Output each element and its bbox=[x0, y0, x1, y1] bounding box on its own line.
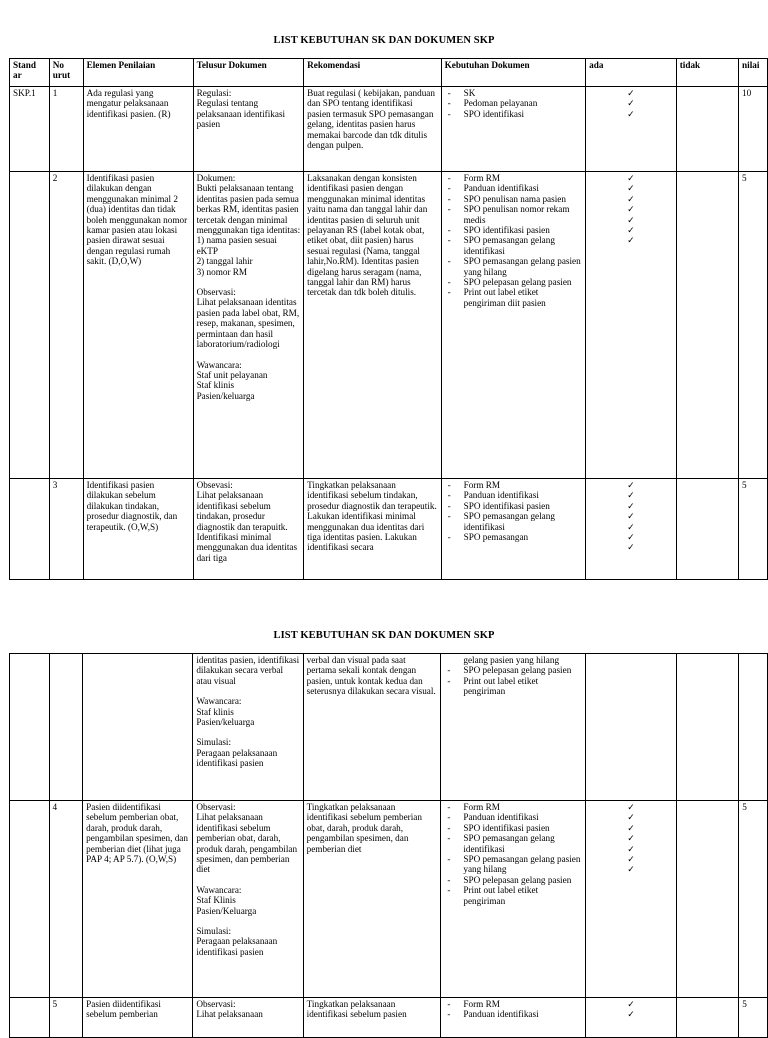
checkmark-icon: ✓ bbox=[627, 999, 635, 1009]
cell-nilai: 5 bbox=[739, 998, 768, 1038]
kebutuhan-item: - SPO penulisan nama pasien bbox=[445, 194, 583, 204]
cell-standar bbox=[10, 172, 50, 479]
checkmark-icon: ✓ bbox=[627, 1009, 635, 1020]
checkmark-icon: ✓ bbox=[627, 500, 635, 511]
cell-kebutuhan-dokumen bbox=[441, 654, 586, 801]
checkmark-icon: ✓ bbox=[627, 173, 635, 183]
kebutuhan-item: - SPO pelepasan gelang pasien bbox=[444, 875, 582, 885]
telusur-line: 3) nomor RM bbox=[196, 266, 248, 277]
telusur-line: Simulasi: bbox=[196, 926, 232, 937]
telusur-line: Obsevasi: bbox=[196, 480, 233, 490]
cell-rekomendasi: Tingkatkan pelaksanaan identifikasi sebelum tindakan, prosedur diagnostik dan terapeutik. Lakukan identifikasi minimal menggunakan dua identitas dari tiga identitas pasien. Lakukan identifikasi secara bbox=[304, 479, 441, 580]
cell-kebutuhan-dokumen bbox=[441, 172, 586, 479]
table-row bbox=[10, 87, 768, 172]
cell-tidak bbox=[677, 998, 739, 1038]
checkmark-icon: ✓ bbox=[627, 225, 635, 236]
cell-ada bbox=[586, 654, 677, 801]
cell-telusur-dokumen bbox=[193, 87, 304, 172]
telusur-line: Staf klinis bbox=[196, 706, 234, 717]
cell-kebutuhan-dokumen bbox=[441, 479, 586, 580]
kebutuhan-item: - SPO pelepasan gelang pasien bbox=[444, 665, 582, 675]
telusur-line: Observasi: bbox=[196, 802, 236, 812]
telusur-line: Wawancara: bbox=[196, 884, 242, 895]
cell-standar bbox=[10, 654, 50, 801]
table-row bbox=[10, 998, 768, 1038]
telusur-line bbox=[196, 875, 299, 885]
kebutuhan-item: - Print out label etiket pengiriman bbox=[444, 885, 582, 906]
cell-nilai: 5 bbox=[739, 172, 768, 479]
cell-nilai bbox=[739, 654, 768, 801]
kebutuhan-item: - SPO penulisan nomor rekam medis bbox=[445, 204, 583, 225]
checkmark-icon: ✓ bbox=[627, 108, 635, 119]
kebutuhan-item: - SPO pemasangan gelang identifikasi bbox=[445, 235, 583, 256]
kebutuhan-item: - SPO identifikasi bbox=[445, 109, 583, 119]
telusur-line: Lihat pelaksanaan bbox=[196, 1009, 263, 1020]
checkmark-icon: ✓ bbox=[627, 183, 635, 194]
checkmark-icon: ✓ bbox=[627, 511, 635, 522]
cell-nilai: 5 bbox=[739, 801, 768, 998]
kebutuhan-item: - Form RM bbox=[445, 173, 583, 183]
kebutuhan-continued-text: gelang pasien yang hilang bbox=[463, 655, 560, 665]
cell-tidak bbox=[676, 479, 738, 580]
cell-tidak bbox=[676, 172, 738, 479]
cell-no-urut: 2 bbox=[49, 172, 83, 479]
kebutuhan-item: - Panduan identifikasi bbox=[444, 1009, 582, 1019]
telusur-line: Bukti pelaksanaan tentang identitas pasien pada semua berkas RM, identitas pasien tercetak dengan minimal menggunakan tiga identitas: bbox=[196, 183, 301, 236]
telusur-line: Staf Klinis bbox=[196, 895, 236, 906]
cell-nilai: 10 bbox=[739, 87, 768, 172]
checkmark-icon: ✓ bbox=[627, 854, 635, 865]
telusur-line: Observasi: bbox=[196, 999, 236, 1009]
telusur-line: Lihat pelaksanaan identifikasi sebelum tindakan, prosedur diagnostik dan terapuitk. Identifikasi minimal menggunakan dua identitas dari tiga bbox=[196, 490, 298, 563]
cell-telusur-dokumen bbox=[193, 172, 304, 479]
cell-elemen-penilaian: Identifikasi pasien dilakukan dengan menggunakan minimal 2 (dua) identitas dan tidak boleh menggunakan nomor kamar pasien atau lokasi pasien dirawat sesuai dengan regulasi rumah sakit. (D,O,W) bbox=[83, 172, 193, 479]
page-title-2: LIST KEBUTUHAN SK DAN DOKUMEN SKP bbox=[273, 630, 495, 641]
cell-telusur-dokumen bbox=[193, 998, 303, 1038]
kebutuhan-item: - Form RM bbox=[445, 480, 583, 490]
kebutuhan-item: - Print out label etiket pengiriman diit pasien bbox=[445, 287, 583, 308]
telusur-line: identitas pasien, identifikasi dilakukan secara verbal atau visual bbox=[196, 655, 300, 686]
cell-no-urut: 4 bbox=[49, 801, 83, 998]
kebutuhan-item: - Pedoman pelayanan bbox=[445, 98, 583, 108]
kebutuhan-item: - SPO identifikasi pasien bbox=[445, 501, 583, 511]
checkmark-icon: ✓ bbox=[627, 214, 635, 225]
telusur-line: Pasien/keluarga bbox=[196, 717, 255, 728]
kebutuhan-item: - SPO pemasangan gelang identifikasi bbox=[445, 511, 583, 532]
cell-no-urut: 5 bbox=[49, 998, 83, 1038]
cell-kebutuhan-dokumen bbox=[441, 801, 586, 998]
cell-tidak bbox=[676, 87, 738, 172]
table-row bbox=[10, 654, 768, 801]
cell-telusur-dokumen bbox=[193, 654, 303, 801]
cell-nilai: 5 bbox=[739, 479, 768, 580]
table-header bbox=[10, 59, 768, 87]
header-standar: Stand ar bbox=[10, 59, 50, 87]
checkmark-icon: ✓ bbox=[627, 864, 635, 875]
kebutuhan-item: - SPO pemasangan gelang pasien yang hilang bbox=[445, 256, 583, 277]
checkmark-icon: ✓ bbox=[627, 235, 635, 246]
header-elemen-penilaian: Elemen Penilaian bbox=[83, 59, 193, 87]
page-title-1: LIST KEBUTUHAN SK DAN DOKUMEN SKP bbox=[273, 35, 495, 46]
kebutuhan-item: - Panduan identifikasi bbox=[444, 812, 582, 822]
checkmark-icon: ✓ bbox=[627, 802, 635, 812]
checkmark-icon: ✓ bbox=[627, 542, 635, 553]
header-nilai: nilai bbox=[739, 59, 768, 87]
header-rekomendasi: Rekomendasi bbox=[304, 59, 441, 87]
checkmark-icon: ✓ bbox=[627, 98, 635, 109]
cell-tidak bbox=[677, 801, 739, 998]
telusur-line bbox=[196, 916, 299, 926]
telusur-line: Lihat pelaksanaan identifikasi sebelum pemberian obat, darah, produk darah, pengambilan spesimen, dan pemberian diet bbox=[196, 812, 298, 875]
telusur-line bbox=[196, 727, 299, 737]
kebutuhan-list bbox=[444, 665, 582, 696]
telusur-line: Simulasi: bbox=[196, 737, 232, 748]
telusur-line: Regulasi tentang pelaksanaan identifikasi pasien bbox=[196, 98, 286, 130]
kebutuhan-item: - SPO identifikasi pasien bbox=[445, 225, 583, 235]
telusur-line bbox=[196, 686, 299, 696]
cell-standar bbox=[10, 998, 50, 1038]
cell-ada bbox=[586, 801, 677, 998]
checkmark-icon: ✓ bbox=[627, 480, 635, 490]
cell-rekomendasi: Buat regulasi ( kebijakan, panduan dan SPO tentang identifikasi pasien termasuk SPO pemasangan gelang, identitas pasien harus memakai barcode dan tdk ditulis dengan pulpen. bbox=[304, 87, 441, 172]
kebutuhan-item: - SK bbox=[445, 88, 583, 98]
kebutuhan-item: - Panduan identifikasi bbox=[445, 183, 583, 193]
telusur-line: Dokumen: bbox=[196, 173, 236, 183]
telusur-line: Wawancara: bbox=[196, 696, 242, 707]
cell-ada bbox=[586, 998, 677, 1038]
cell-elemen-penilaian: Identifikasi pasien dilakukan sebelum dilakukan tindakan, prosedur diagnostik, dan terapeutik. (O,W,S) bbox=[83, 479, 193, 580]
kebutuhan-list bbox=[444, 999, 582, 1020]
checkmark-icon: ✓ bbox=[627, 88, 635, 98]
telusur-line: Pasien/keluarga bbox=[196, 390, 255, 401]
cell-elemen-penilaian bbox=[83, 654, 193, 801]
telusur-line: Regulasi: bbox=[196, 88, 232, 98]
cell-elemen-penilaian: Pasien diidentifikasi sebelum pemberian bbox=[83, 998, 193, 1038]
table-row bbox=[10, 801, 768, 998]
cell-telusur-dokumen bbox=[193, 479, 304, 580]
cell-rekomendasi: Tingkatkan pelaksanaan identifikasi sebelum pasien bbox=[303, 998, 441, 1038]
cell-ada bbox=[586, 172, 677, 479]
requirements-table-page-2 bbox=[9, 653, 768, 1038]
kebutuhan-item: - Print out label etiket pengiriman bbox=[444, 676, 582, 697]
cell-rekomendasi: Laksanakan dengan konsisten identifikasi pasien dengan menggunakan minimal identitas yaitu nama dan tanggal lahir dan identitas pasien di seluruh unit pelayanan RS (label kotak obat, etiket obat, diit pasien) harus sesuai regulasi (Nama, tanggal lahir,No.RM). Identitas pasien digelang harus seragam (nama, tanggal lahir dan RM) harus tercetak dan tdk boleh ditulis. bbox=[304, 172, 441, 479]
telusur-line: 1) nama pasien sesuai eKTP bbox=[196, 235, 277, 256]
telusur-line: Staf klinis bbox=[196, 380, 235, 391]
header-telusur-dokumen: Telusur Dokumen bbox=[193, 59, 304, 87]
telusur-line: Wawancara: bbox=[196, 359, 242, 370]
kebutuhan-item: - SPO pelepasan gelang pasien bbox=[445, 277, 583, 287]
cell-standar bbox=[10, 479, 50, 580]
checkmark-icon: ✓ bbox=[627, 812, 635, 823]
cell-elemen-penilaian: Pasien diidentifikasi sebelum pemberian obat, darah, produk darah, pengambilan spesimen, dan pemberian diet (lihat juga PAP 4; AP 5.7). (O,W,S) bbox=[83, 801, 193, 998]
kebutuhan-list bbox=[445, 88, 583, 119]
kebutuhan-item: - SPO pemasangan bbox=[445, 532, 583, 542]
table-row bbox=[10, 479, 768, 580]
header-no-urut: No urut bbox=[49, 59, 83, 87]
telusur-line: Peragaan pelaksanaan identifikasi pasien bbox=[196, 747, 278, 769]
telusur-line: Staf unit pelayanan bbox=[196, 369, 268, 380]
checkmark-icon: ✓ bbox=[627, 532, 635, 543]
cell-ada bbox=[586, 479, 677, 580]
checkmark-icon: ✓ bbox=[627, 521, 635, 532]
cell-no-urut: 1 bbox=[49, 87, 83, 172]
checkmark-icon: ✓ bbox=[627, 843, 635, 854]
kebutuhan-item: - SPO pemasangan gelang identifikasi bbox=[444, 833, 582, 854]
telusur-line: Observasi: bbox=[196, 287, 236, 298]
telusur-line: Lihat pelaksanaan identitas pasien pada label obat, RM, resep, makanan, spesimen, permintaan dan hasil laboratorium/radiologi bbox=[196, 297, 300, 350]
cell-rekomendasi: verbal dan visual pada saat pertama sekali kontak dengan pasien, untuk kontak kedua dan seterusnya dilakukan secara visual. bbox=[303, 654, 441, 801]
telusur-line bbox=[197, 277, 301, 287]
header-tidak: tidak bbox=[676, 59, 738, 87]
checkmark-icon: ✓ bbox=[627, 490, 635, 501]
cell-tidak bbox=[677, 654, 739, 801]
kebutuhan-item: - Panduan identifikasi bbox=[445, 490, 583, 500]
checkmark-icon: ✓ bbox=[627, 822, 635, 833]
telusur-line: Pasien/Keluarga bbox=[196, 905, 257, 916]
cell-telusur-dokumen bbox=[193, 801, 303, 998]
table-row bbox=[10, 172, 768, 479]
kebutuhan-item: - Form RM bbox=[444, 999, 582, 1009]
cell-elemen-penilaian: Ada regulasi yang mengatur pelaksanaan identifikasi pasien. (R) bbox=[83, 87, 193, 172]
telusur-line: Peragaan pelaksanaan identifikasi pasien bbox=[196, 936, 278, 957]
cell-kebutuhan-dokumen bbox=[441, 87, 586, 172]
kebutuhan-item: - SPO identifikasi pasien bbox=[444, 823, 582, 833]
cell-no-urut: 3 bbox=[49, 479, 83, 580]
cell-kebutuhan-dokumen bbox=[441, 998, 586, 1038]
header-kebutuhan-dokumen: Kebutuhan Dokumen bbox=[441, 59, 586, 87]
cell-standar bbox=[10, 801, 50, 998]
kebutuhan-item: - SPO pemasangan gelang pasien yang hilang bbox=[444, 854, 582, 875]
cell-standar: SKP.1 bbox=[10, 87, 50, 172]
cell-no-urut bbox=[49, 654, 83, 801]
table-body-page-2 bbox=[10, 654, 768, 1038]
kebutuhan-item: - Form RM bbox=[444, 802, 582, 812]
header-ada: ada bbox=[586, 59, 677, 87]
telusur-line: 2) tanggal lahir bbox=[196, 256, 253, 267]
checkmark-icon: ✓ bbox=[627, 204, 635, 215]
telusur-line bbox=[197, 350, 301, 360]
kebutuhan-list bbox=[444, 802, 582, 906]
checkmark-icon: ✓ bbox=[627, 193, 635, 204]
cell-ada bbox=[586, 87, 677, 172]
requirements-table-page-1 bbox=[9, 58, 768, 580]
kebutuhan-list bbox=[445, 173, 583, 308]
kebutuhan-list bbox=[445, 480, 583, 542]
checkmark-icon: ✓ bbox=[627, 833, 635, 844]
cell-rekomendasi: Tingkatkan pelaksanaan identifikasi sebelum pemberian obat, darah, produk darah, pengambilan spesimen, dan pemberian diet bbox=[303, 801, 441, 998]
table-body-page-1 bbox=[10, 87, 768, 580]
